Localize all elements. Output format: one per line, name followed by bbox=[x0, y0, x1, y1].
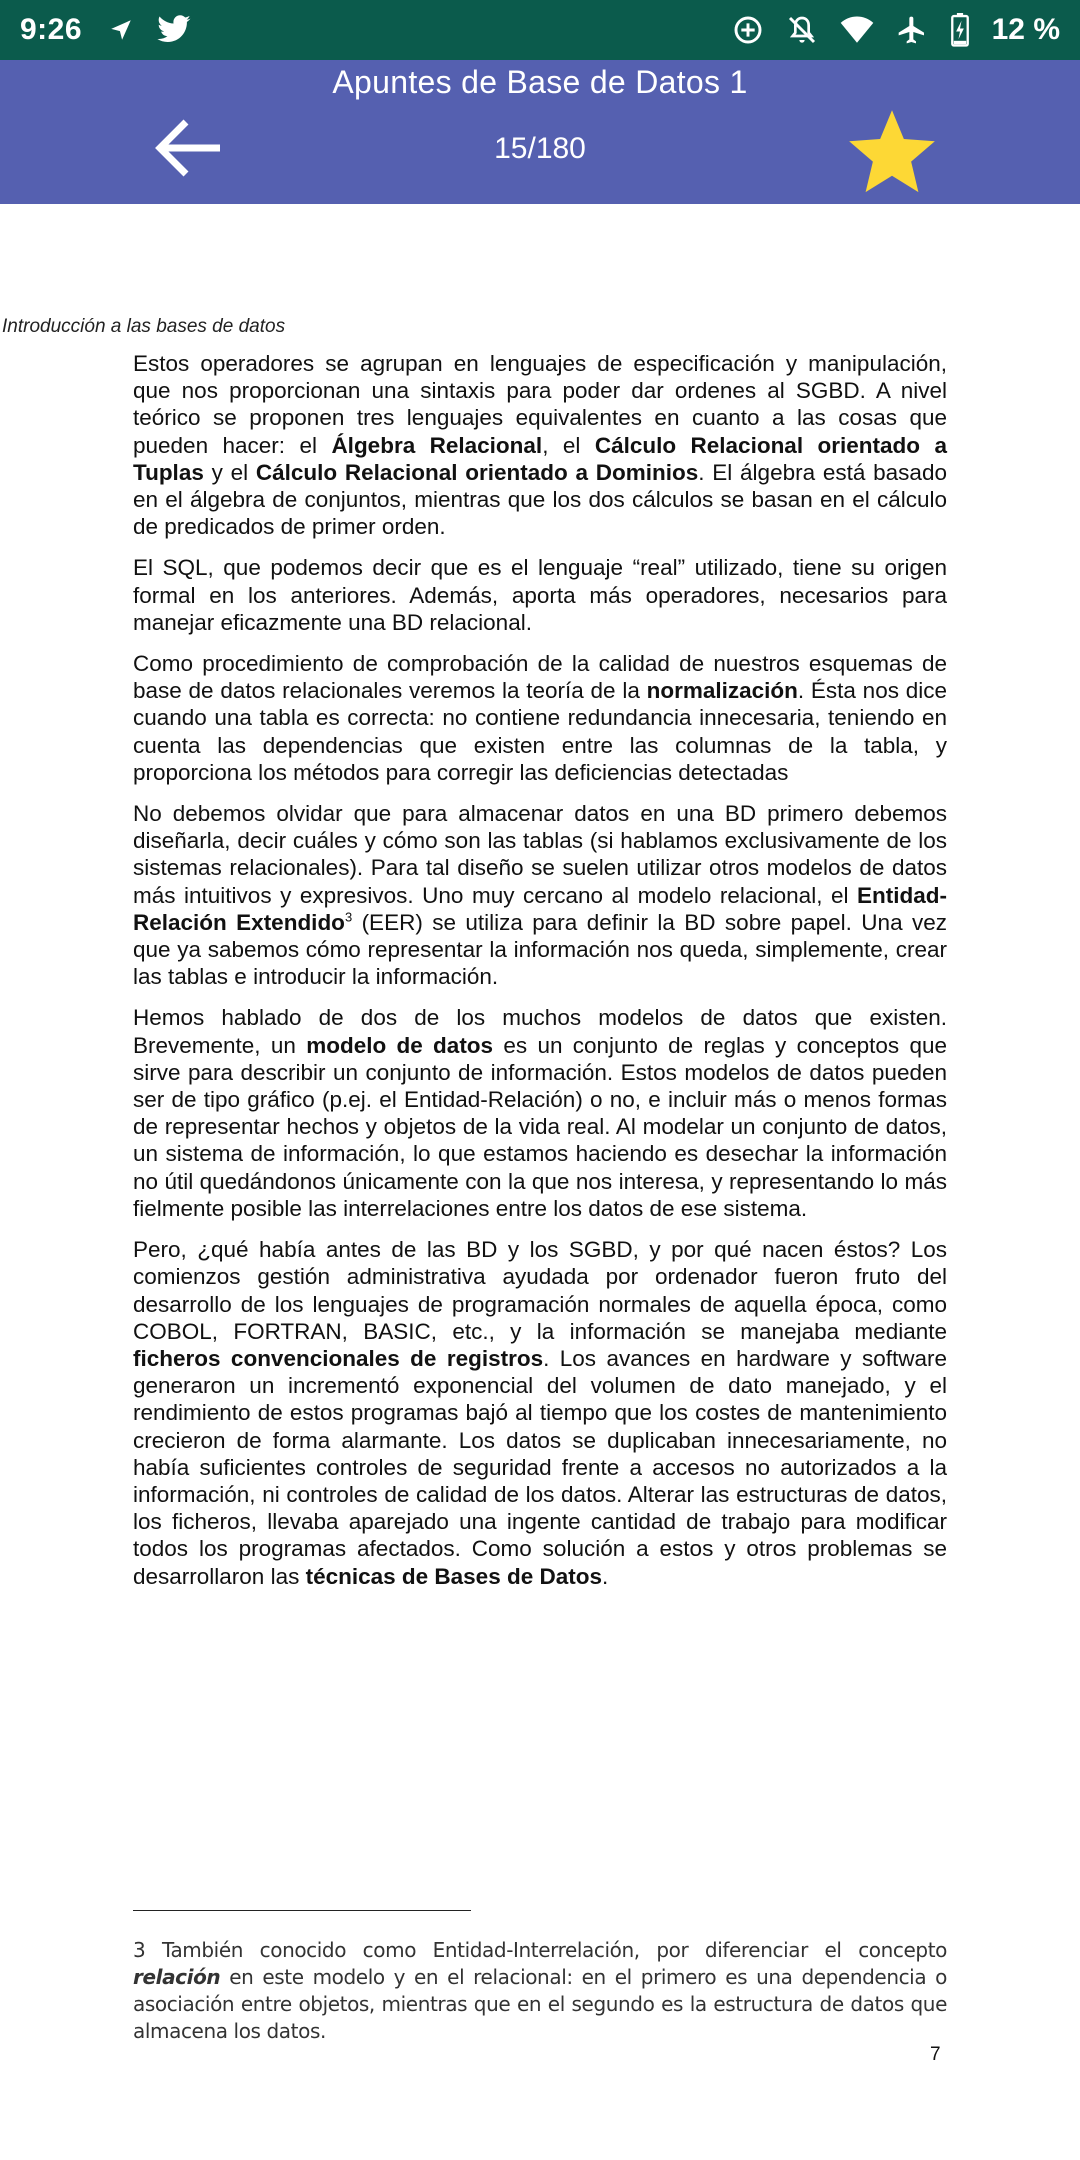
notifications-off-icon bbox=[786, 14, 818, 46]
page-counter: 15/180 bbox=[494, 132, 586, 165]
text-run: en este modelo y en el relacional: en el primero es una dependencia o asociación entre objetos, mientras que en el segundo es la estructura de datos que almacena los datos. bbox=[133, 1965, 947, 2043]
bold-term: Cálculo Relacional orientado a Tuplas bbox=[133, 432, 947, 485]
text-run: es un conjunto de reglas y conceptos que sirve para describir un conjunto de información. Estos modelos de datos pueden ser de tipo gráfico (p.ej. el Entidad-Relación) o no, e incluir más o menos formas de representar hechos y objetos de la vida real. Al modelar un conjunto de datos, un sistema de información, lo que estamos haciendo es desechar la información no útil quedándonos únicamente con la que nos interesa, y representando lo más fielmente posible las interrelaciones entre los datos de ese sistema. bbox=[133, 1032, 947, 1221]
text-run: . Ésta nos dice cuando una tabla es correcta: no contiene redundancia innecesaria, teniendo en cuenta las dependencias que existen entre las columnas de la tabla, y proporciona los métodos para corregir las deficiencias detectadas bbox=[133, 678, 947, 785]
footnote bbox=[133, 1937, 947, 2045]
text-run: Hemos hablado de dos de los muchos modelos de datos que existen. Brevemente, un bbox=[133, 1005, 947, 1058]
text-run: El SQL, que podemos decir que es el lenguaje “real” utilizado, tiene su origen formal en los anteriores. Además, aporta más operadores, necesarios para manejar eficazmente una BD relacional. bbox=[133, 555, 947, 635]
bold-term: técnicas de Bases de Datos bbox=[305, 1563, 602, 1589]
text-run: Como procedimiento de comprobación de la calidad de nuestros esquemas de base de datos relacionales veremos la teoría de la bbox=[133, 651, 947, 704]
paragraph bbox=[133, 1004, 947, 1222]
twitter-icon bbox=[156, 15, 192, 45]
running-header: Introducción a las bases de datos bbox=[2, 316, 286, 337]
text-run: Pero, ¿qué había antes de las BD y los SGBD, y por qué nacen éstos? Los comienzos gestión administrativa ayudada por ordenador fueron fruto del desarrollo de los lenguajes de programación normales de aquella época, como COBOL, FORTRAN, BASIC, etc., y la información se manejaba mediante bbox=[133, 1237, 947, 1344]
battery-charging-icon bbox=[950, 13, 970, 47]
text-run: y el bbox=[203, 459, 256, 485]
text-run: Estos operadores se agrupan en lenguajes de especificación y manipulación, que nos proporcionan una sintaxis para poder dar ordenes al SGBD. A nivel teórico se proponen tres lenguajes equivalentes en cuanto a las cosas que pueden hacer: el bbox=[133, 351, 947, 458]
text-run: (EER) se utiliza para definir la BD sobre papel. Una vez que ya sabemos cómo representar la información nos queda, simplemente, crear las tablas e introducir la información. bbox=[133, 909, 947, 990]
battery-percentage: 12 % bbox=[991, 13, 1060, 46]
airplane-icon bbox=[896, 14, 928, 46]
text-run: 3 También conocido como Entidad-Interrelación, por diferenciar el concepto bbox=[133, 1938, 947, 1962]
app-title: Apuntes de Base de Datos 1 bbox=[332, 64, 748, 100]
navigation-icon bbox=[108, 17, 134, 43]
favorite-button[interactable] bbox=[842, 104, 942, 200]
paragraph bbox=[133, 554, 947, 636]
paragraph bbox=[133, 800, 947, 990]
data-saver-icon bbox=[732, 14, 764, 46]
document-body bbox=[133, 350, 947, 1604]
text-run: . Los avances en hardware y software generaron un incrementó exponencial del volumen de dato manejado, y el rendimiento de estos programas bajó al tiempo que los costes de mantenimiento crecieron de forma alarmante. Los datos se duplicaban innecesariamente, no había suficientes controles de seguridad frente a accesos no autorizados a la información, ni controles de calidad de los datos. Alterar las estructuras de datos, los ficheros, llevaba aparejado una ingente cantidad de trabajo para modificar todos los programas afectados. Como solución a estos y otros problemas se desarrollaron las bbox=[133, 1345, 947, 1589]
wifi-icon bbox=[840, 15, 874, 45]
bold-term: Cálculo Relacional orientado a Dominios bbox=[255, 459, 699, 485]
paragraph bbox=[133, 650, 947, 786]
text-run: , el bbox=[542, 432, 595, 458]
bold-term: modelo de datos bbox=[306, 1032, 494, 1058]
bold-term: relación bbox=[133, 1965, 221, 1989]
footnote-divider bbox=[133, 1910, 471, 1911]
paragraph bbox=[133, 350, 947, 540]
bold-term: Entidad-Relación Extendido bbox=[133, 882, 947, 935]
star-icon bbox=[846, 108, 938, 196]
page-number: 7 bbox=[930, 2044, 941, 2065]
status-time: 9:26 bbox=[20, 13, 83, 46]
text-run: . bbox=[601, 1563, 609, 1589]
paragraph bbox=[133, 1236, 947, 1590]
footnote-ref: 3 bbox=[344, 909, 353, 925]
text-run: . El álgebra está basado en el álgebra de conjuntos, mientras que los dos cálculos se basan en el cálculo de predicados de primer orden. bbox=[133, 459, 947, 540]
app-bar bbox=[0, 60, 1080, 204]
status-bar bbox=[0, 0, 1080, 60]
bold-term: Álgebra Relacional bbox=[331, 432, 543, 458]
text-run: No debemos olvidar que para almacenar datos en una BD primero debemos diseñarla, decir cuáles y cómo son las tablas (si hablamos exclusivamente de los sistemas relacionales). Para tal diseño se suelen utilizar otros modelos de datos más intuitivos y expresivos. Uno muy cercano al modelo relacional, el bbox=[133, 801, 947, 908]
bold-term: ficheros convencionales de registros bbox=[133, 1345, 544, 1371]
bold-term: normalización bbox=[646, 678, 798, 704]
